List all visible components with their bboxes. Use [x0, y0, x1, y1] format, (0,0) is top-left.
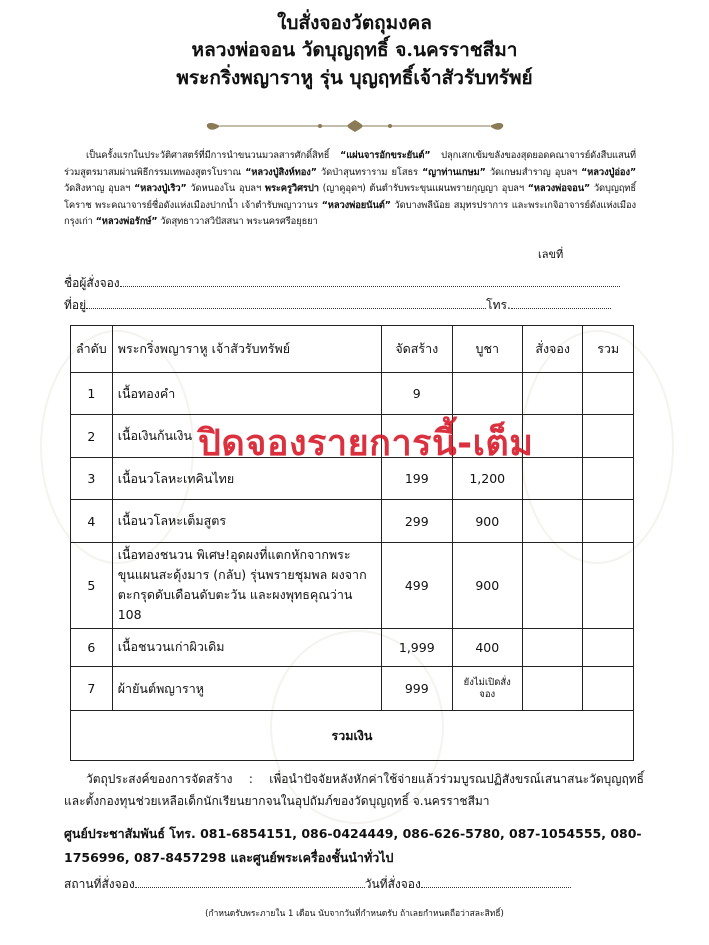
table-header-row: [71, 326, 634, 373]
intro-paragraph: เป็นครั้งแรกในประวัติศาสตร์ที่มีการนำขนวนมวลสารศักดิ์สิทธิ์ “แผ่นจารอักขระยันต์” ปลุกเสกเข้มขลังของสุดยอดคณาจารย์ดังสืบแสนที่ร่วมสูตรมาสมผ่านพิธีกรรมเทพองสูตรโบราณ “หลวงปู่สิงห์ทอง” วัดป่าสุนทราราม ยโสธร “ญาท่านเกษม” วัดเกษมสำราญ อุบลฯ “หลวงปู่อ่อง” วัดสิงหาญ อุบลฯ “หลวงปู่เริว” วัดหนองโน อุบลฯ พระครูวิศรปา (ญาคูอุดฯ) ต้นตำรับพระขุนแผนพรายกุญญา อุบลฯ “หลวงพ่อจอน” วัดบุญฤทธิ์ โคราช พระคณาจารย์ชื่อดังแห่งเมืองปากน้ำ เจ้าตำรับพญาวานร “หลวงพ่อยนันต์” วัดบางพลีน้อย สมุทรปราการ และพระเกจิอาจารย์ดังแห่งเมืองกรุงเก่า “หลวงพ่อรักษ์” วัดสุทธาวาสวิปัสสนา พระนครศรีอยุธยา: [64, 150, 637, 228]
row-book-cell[interactable]: [522, 628, 582, 666]
row-price: 900: [452, 542, 522, 628]
row-no: 1: [71, 373, 113, 415]
page-title: ใบสั่งจองวัตถุมงคล: [277, 12, 432, 34]
total-row: [71, 711, 634, 761]
row-made: 1,999: [382, 628, 452, 666]
contact-info: ศูนย์ประชาสัมพันธ์ โทร. 081-6854151, 086-0424449, 086-626-5780, 087-1054555, 080-1756996, 087-8457298 และศูนย์พระเครื่องชั้นนำทั่วไป: [64, 826, 642, 865]
row-made: 199: [382, 457, 452, 499]
header: [0, 10, 709, 92]
table-row: [71, 500, 634, 542]
place-input-line[interactable]: [135, 887, 365, 888]
row-no: 3: [71, 457, 113, 499]
row-price: 1,200: [452, 457, 522, 499]
footnote: (กำหนดรับพระภายใน 1 เดือน นับจากวันที่กำหนดรับ ถ้าเลยกำหนดถือว่าสละสิทธิ์): [205, 909, 504, 919]
name-input-line[interactable]: [120, 286, 620, 287]
table-row: [71, 628, 634, 666]
row-price: ยังไม่เปิดสั่งจอง: [452, 667, 522, 711]
table-row: [71, 542, 634, 628]
address-input-line[interactable]: [86, 308, 486, 309]
date-label: วันที่สั่งจอง: [364, 877, 421, 891]
name-label: ชื่อผู้สั่งจอง: [64, 276, 120, 290]
order-table: [70, 325, 634, 761]
col-made-header: จัดสร้าง: [382, 326, 452, 373]
ornament-divider: [200, 118, 510, 134]
name-field[interactable]: [64, 274, 620, 293]
address-label: ที่อยู่: [64, 298, 87, 312]
row-made: 9: [382, 373, 452, 415]
row-no: 2: [71, 415, 113, 457]
row-item: เนื้อนวโลหะเทคินไทย: [112, 457, 381, 499]
row-sum-cell[interactable]: [583, 667, 634, 711]
row-made: 999: [382, 667, 452, 711]
row-item: เนื้อนวโลหะเต็มสูตร: [112, 500, 381, 542]
row-book-cell[interactable]: [522, 500, 582, 542]
place-label: สถานที่สั่งจอง: [64, 877, 135, 891]
row-made: 299: [382, 500, 452, 542]
row-item: เนื้อทองคำ: [112, 373, 381, 415]
row-book-cell[interactable]: [522, 373, 582, 415]
row-item: เนื้อชนวนเก่าผิวเดิม: [112, 628, 381, 666]
phone-label: โทร.: [486, 298, 511, 312]
col-book-header: สั่งจอง: [522, 326, 582, 373]
document-number-label: เลขที่: [538, 248, 564, 261]
col-sum-header: รวม: [583, 326, 634, 373]
col-no-header: ลำดับ: [71, 326, 113, 373]
address-field[interactable]: [64, 296, 611, 315]
row-item: เนื้อทองชนวน พิเศษ!อุดผงที่แตกหักจากพระขุนแผนสะดุ้งมาร (กลับ) รุ่นพรายชุมพล ผงจากตะกรุดดับเดือนดับตะวัน และผงพุทธคุณว่าน 108: [112, 542, 381, 628]
purpose-paragraph: วัตถุประสงค์ของการจัดสร้าง : เพื่อนำปัจจัยหลังหักค่าใช้จ่ายแล้วร่วมบูรณปฏิสังขรณ์เสนาสนะวัดบุญฤทธิ์ และตั้งกองทุนช่วยเหลือเด็กนักเรียนยากจนในอุปถัมภ์ของวัดบุญฤทธิ์ จ.นครราชสีมา: [64, 772, 644, 808]
table-row: [71, 667, 634, 711]
table-row: [71, 373, 634, 415]
row-sum-cell[interactable]: [583, 628, 634, 666]
col-price-header: บูชา: [452, 326, 522, 373]
row-book-cell[interactable]: [522, 542, 582, 628]
row-made: 499: [382, 542, 452, 628]
col-item-header: พระกริ่งพญาราหู เจ้าสัวรับทรัพย์: [112, 326, 381, 373]
row-item: เนื้อเงินก้นเงิน: [112, 415, 381, 457]
place-date-field[interactable]: [64, 875, 571, 894]
row-no: 6: [71, 628, 113, 666]
row-book-cell[interactable]: [522, 667, 582, 711]
row-no: 5: [71, 542, 113, 628]
phone-input-line[interactable]: [511, 308, 611, 309]
date-input-line[interactable]: [421, 887, 571, 888]
row-price: [452, 373, 522, 415]
row-sum-cell[interactable]: [583, 542, 634, 628]
row-item: ผ้ายันต์พญาราหู: [112, 667, 381, 711]
row-sum-cell[interactable]: [583, 373, 634, 415]
temple-subtitle: หลวงพ่อจอน วัดบุญฤทธิ์ จ.นครราชสีมา: [191, 39, 518, 61]
series-title: พระกริ่งพญาราหู รุ่น บุญฤทธิ์เจ้าสัวรับทรัพย์: [176, 67, 533, 89]
row-no: 4: [71, 500, 113, 542]
row-price: 400: [452, 628, 522, 666]
fully-booked-stamp: ปิดจองรายการนี้-เต็ม: [198, 423, 534, 464]
row-sum-cell[interactable]: [583, 500, 634, 542]
total-label: รวมเงิน: [71, 711, 634, 761]
row-price: 900: [452, 500, 522, 542]
row-no: 7: [71, 667, 113, 711]
